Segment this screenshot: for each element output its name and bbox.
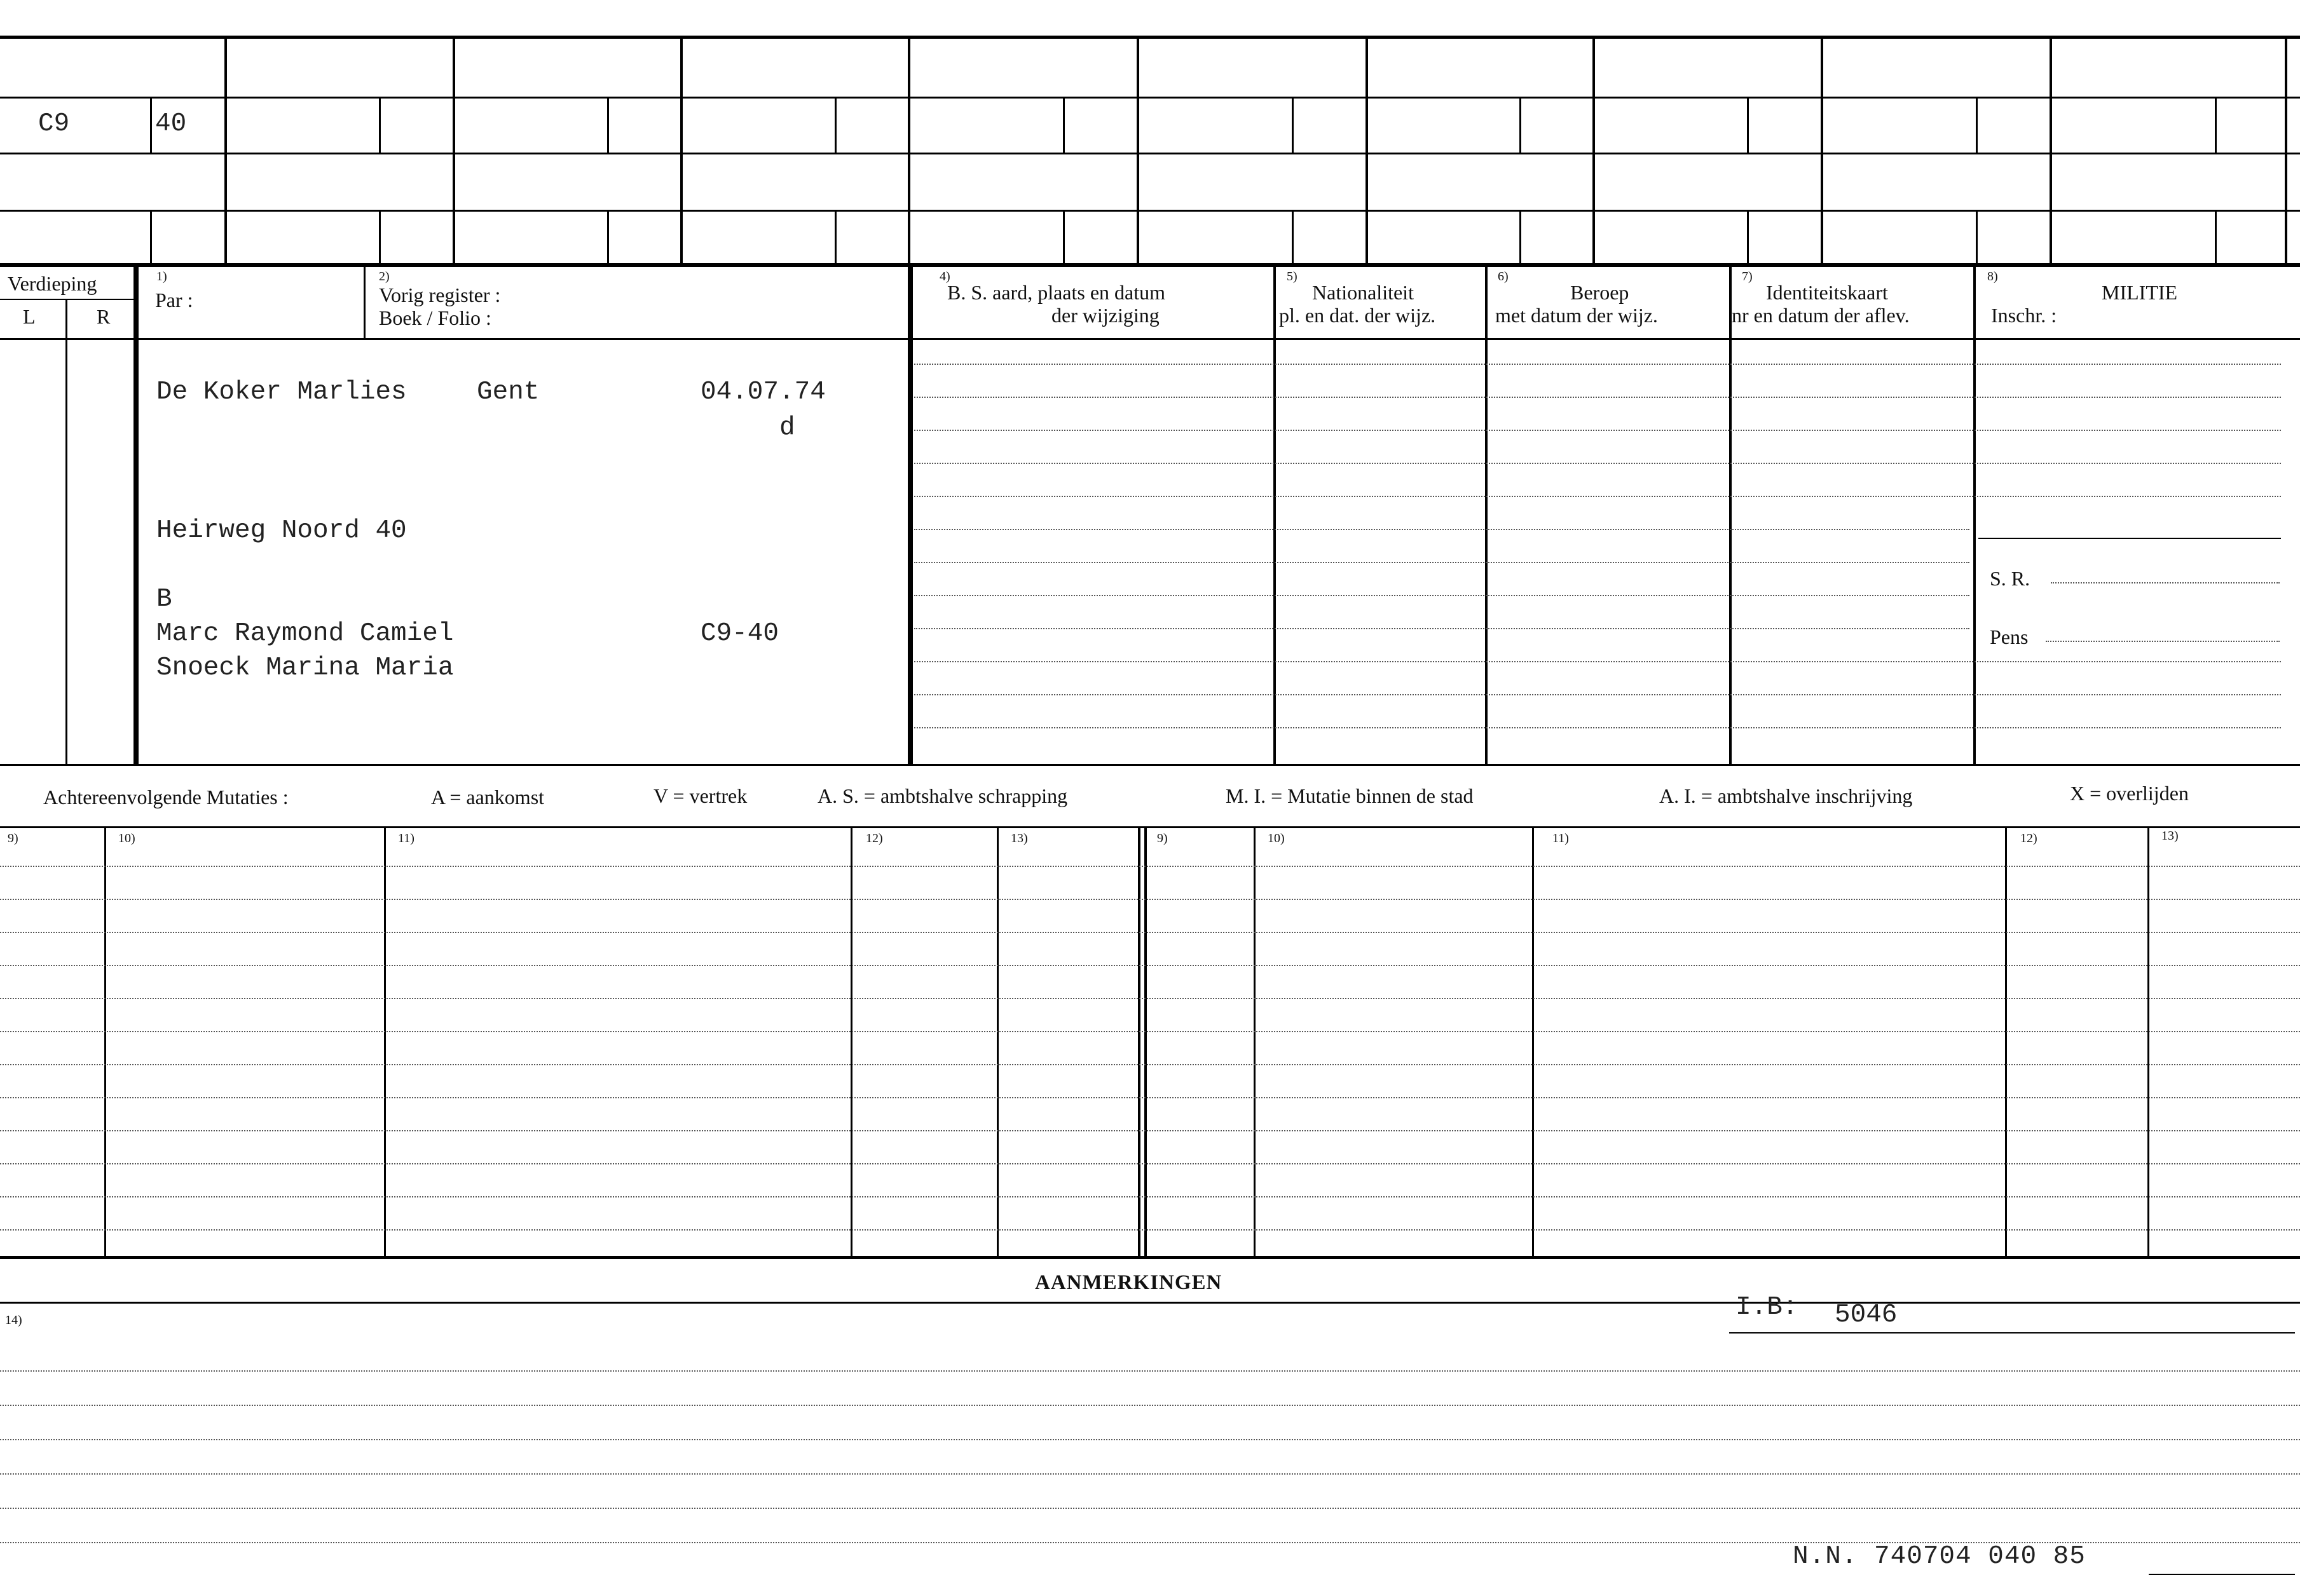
ib-label: I.B: bbox=[1735, 1293, 1798, 1322]
mutaties-column-divider bbox=[851, 828, 852, 1256]
column-divider bbox=[1485, 267, 1488, 766]
beroep-label: Beroep bbox=[1570, 281, 1629, 304]
legend-ambtshalve-schrapping: A. S. = ambtshalve schrapping bbox=[818, 784, 1068, 807]
aanmerkingen-solid-line bbox=[1729, 1332, 2295, 1333]
header-top-border bbox=[0, 263, 2300, 267]
note-2: 2) bbox=[379, 269, 390, 283]
top-grid-line bbox=[0, 210, 2300, 212]
note-5: 5) bbox=[1287, 269, 1297, 283]
mutaties-column-divider bbox=[384, 828, 386, 1256]
top-grid-divider bbox=[1137, 37, 1139, 266]
body-bottom-border bbox=[0, 764, 2300, 766]
mutaties-column-divider bbox=[1532, 828, 1534, 1256]
sub-divider bbox=[379, 212, 381, 264]
pens-field-line bbox=[2046, 641, 2280, 642]
dotted-row bbox=[914, 562, 1969, 563]
middle-section-border bbox=[908, 267, 913, 766]
mutaties-row bbox=[0, 965, 2300, 966]
mutaties-row bbox=[0, 998, 2300, 999]
dotted-row bbox=[914, 430, 2281, 431]
sub-divider bbox=[1292, 99, 1294, 153]
mutaties-col-10: 10) bbox=[118, 831, 135, 845]
sub-divider bbox=[2215, 212, 2217, 264]
bs-header-line2: der wijziging bbox=[1051, 304, 1160, 327]
note-6: 6) bbox=[1498, 269, 1509, 283]
beroep-sub: met datum der wijz. bbox=[1495, 304, 1658, 327]
sub-divider bbox=[1747, 212, 1749, 264]
sub-divider bbox=[1063, 99, 1065, 153]
mutaties-row bbox=[0, 1163, 2300, 1164]
top-grid-divider bbox=[680, 37, 683, 266]
sr-field-line bbox=[2051, 582, 2280, 583]
nationaliteit-label: Nationaliteit bbox=[1312, 281, 1414, 304]
identiteitskaart-label: Identiteitskaart bbox=[1766, 281, 1888, 304]
note-14: 14) bbox=[5, 1313, 22, 1327]
header-divider bbox=[364, 267, 366, 340]
sr-label: S. R. bbox=[1990, 567, 2030, 590]
ib-value: 5046 bbox=[1835, 1300, 1898, 1330]
mutaties-center-divider bbox=[1144, 828, 1147, 1256]
aanmerkingen-solid-line bbox=[2149, 1574, 2295, 1575]
mutaties-column-divider bbox=[104, 828, 106, 1256]
dotted-row bbox=[914, 694, 2281, 695]
dotted-row bbox=[914, 397, 2281, 398]
mutaties-col-11b: 11) bbox=[1552, 831, 1569, 845]
column-divider bbox=[1729, 267, 1732, 766]
verdieping-label: Verdieping bbox=[8, 272, 97, 295]
dotted-row bbox=[914, 628, 1969, 629]
dotted-row bbox=[914, 595, 1969, 596]
left-section-border bbox=[133, 267, 139, 766]
top-grid-line bbox=[0, 153, 2300, 154]
mutaties-title: Achtereenvolgende Mutaties : bbox=[43, 786, 289, 808]
inschr-label: Inschr. : bbox=[1991, 304, 2057, 327]
top-border bbox=[0, 36, 2300, 39]
sub-divider bbox=[1976, 99, 1978, 153]
mutaties-row bbox=[0, 866, 2300, 867]
militie-label: MILITIE bbox=[2102, 281, 2178, 304]
sub-divider bbox=[150, 212, 152, 264]
legend-mutatie-stad: M. I. = Mutatie binnen de stad bbox=[1226, 784, 1474, 807]
aanmerkingen-row bbox=[0, 1439, 2300, 1440]
mutaties-row bbox=[0, 1064, 2300, 1065]
par-label: Par : bbox=[155, 289, 193, 311]
mutaties-col-13: 13) bbox=[1011, 831, 1028, 845]
nationaliteit-sub: pl. en dat. der wijz. bbox=[1279, 304, 1436, 327]
aanmerkingen-row bbox=[0, 1473, 2300, 1475]
national-number: N.N. 740704 040 85 bbox=[1793, 1542, 2086, 1571]
legend-ambtshalve-inschrijving: A. I. = ambtshalve inschrijving bbox=[1659, 784, 1913, 807]
mutaties-col-10b: 10) bbox=[1268, 831, 1285, 845]
top-grid-divider bbox=[224, 37, 227, 266]
mutaties-center-divider bbox=[1138, 828, 1140, 1256]
sub-divider bbox=[1747, 99, 1749, 153]
bs-header-line1: B. S. aard, plaats en datum bbox=[947, 281, 1166, 304]
birth-date: 04.07.74 bbox=[701, 378, 826, 407]
note-4: 4) bbox=[940, 269, 950, 283]
sub-divider bbox=[607, 99, 609, 153]
parent-1: Marc Raymond Camiel bbox=[156, 619, 454, 648]
sex-mark: d bbox=[779, 413, 795, 442]
legend-vertrek: V = vertrek bbox=[654, 784, 748, 807]
col-r-label: R bbox=[97, 305, 111, 328]
mutaties-bottom-border bbox=[0, 1256, 2300, 1259]
mutaties-column-divider bbox=[2005, 828, 2007, 1256]
mutaties-column-divider bbox=[1254, 828, 1256, 1256]
legend-overlijden: X = overlijden bbox=[2070, 782, 2189, 805]
column-divider bbox=[1973, 267, 1976, 766]
top-grid-divider bbox=[453, 37, 455, 266]
mutaties-column-divider bbox=[997, 828, 999, 1256]
dotted-row bbox=[914, 727, 2281, 728]
aanmerkingen-title: AANMERKINGEN bbox=[1035, 1271, 1222, 1294]
mutaties-row bbox=[0, 1097, 2300, 1098]
mutaties-col-12b: 12) bbox=[2020, 831, 2037, 845]
top-grid-divider bbox=[1821, 37, 1823, 266]
b-label: B bbox=[156, 585, 172, 614]
sub-divider bbox=[1519, 99, 1521, 153]
sub-divider bbox=[1063, 212, 1065, 264]
mutaties-col-11: 11) bbox=[398, 831, 414, 845]
dotted-row bbox=[914, 463, 2281, 464]
address: Heirweg Noord 40 bbox=[156, 516, 407, 545]
sub-divider bbox=[835, 99, 837, 153]
mutaties-row bbox=[0, 932, 2300, 933]
sub-divider bbox=[835, 212, 837, 264]
sub-divider bbox=[379, 99, 381, 153]
mutaties-row bbox=[0, 1130, 2300, 1131]
boek-folio-label: Boek / Folio : bbox=[379, 306, 491, 329]
top-grid-divider bbox=[908, 37, 910, 266]
top-grid-divider bbox=[1366, 37, 1368, 266]
identiteitskaart-sub: nr en datum der aflev. bbox=[1732, 304, 1910, 327]
household-ref: C9-40 bbox=[701, 619, 779, 648]
note-8: 8) bbox=[1987, 269, 1998, 283]
note-1: 1) bbox=[156, 269, 167, 283]
mutaties-col-9b: 9) bbox=[1157, 831, 1168, 845]
sub-divider bbox=[1292, 212, 1294, 264]
mutaties-row bbox=[0, 1229, 2300, 1231]
sub-divider bbox=[1976, 212, 1978, 264]
mutaties-column-divider bbox=[2147, 828, 2149, 1256]
mutaties-top-border bbox=[0, 826, 2300, 828]
aanmerkingen-row bbox=[0, 1370, 2300, 1372]
column-divider bbox=[1273, 267, 1276, 766]
dotted-row bbox=[914, 496, 2281, 497]
sub-divider bbox=[2215, 99, 2217, 153]
mutaties-row bbox=[0, 899, 2300, 900]
dotted-row bbox=[914, 661, 2281, 662]
legend-aankomst: A = aankomst bbox=[431, 786, 545, 808]
top-grid-line bbox=[0, 97, 2300, 99]
mutaties-col-9: 9) bbox=[8, 831, 18, 845]
mutaties-row bbox=[0, 1031, 2300, 1032]
dotted-row bbox=[914, 364, 2281, 365]
aanmerkingen-row bbox=[0, 1508, 2300, 1509]
birth-place: Gent bbox=[477, 378, 540, 407]
vorig-register-label: Vorig register : bbox=[379, 283, 501, 306]
resident-name: De Koker Marlies bbox=[156, 378, 407, 407]
sub-divider bbox=[607, 212, 609, 264]
mutaties-col-13b: 13) bbox=[2161, 829, 2179, 843]
aanmerkingen-row bbox=[0, 1405, 2300, 1406]
militie-divider bbox=[1978, 538, 2281, 539]
dotted-row bbox=[914, 529, 1969, 530]
top-grid-divider bbox=[2285, 37, 2287, 266]
col-l-label: L bbox=[23, 305, 36, 328]
pens-label: Pens bbox=[1990, 625, 2029, 648]
lr-divider bbox=[65, 300, 67, 764]
aanmerkingen-top-line bbox=[0, 1302, 2300, 1304]
top-grid-divider bbox=[2050, 37, 2052, 266]
mutaties-row bbox=[0, 1196, 2300, 1197]
top-grid-divider bbox=[1592, 37, 1595, 266]
parent-2: Snoeck Marina Maria bbox=[156, 653, 454, 683]
mutaties-col-12: 12) bbox=[866, 831, 883, 845]
card-code: C9 bbox=[38, 109, 70, 139]
sub-divider bbox=[150, 99, 152, 153]
header-bottom-border bbox=[0, 338, 2300, 340]
card-number: 40 bbox=[155, 109, 187, 139]
note-7: 7) bbox=[1742, 269, 1753, 283]
sub-divider bbox=[1519, 212, 1521, 264]
